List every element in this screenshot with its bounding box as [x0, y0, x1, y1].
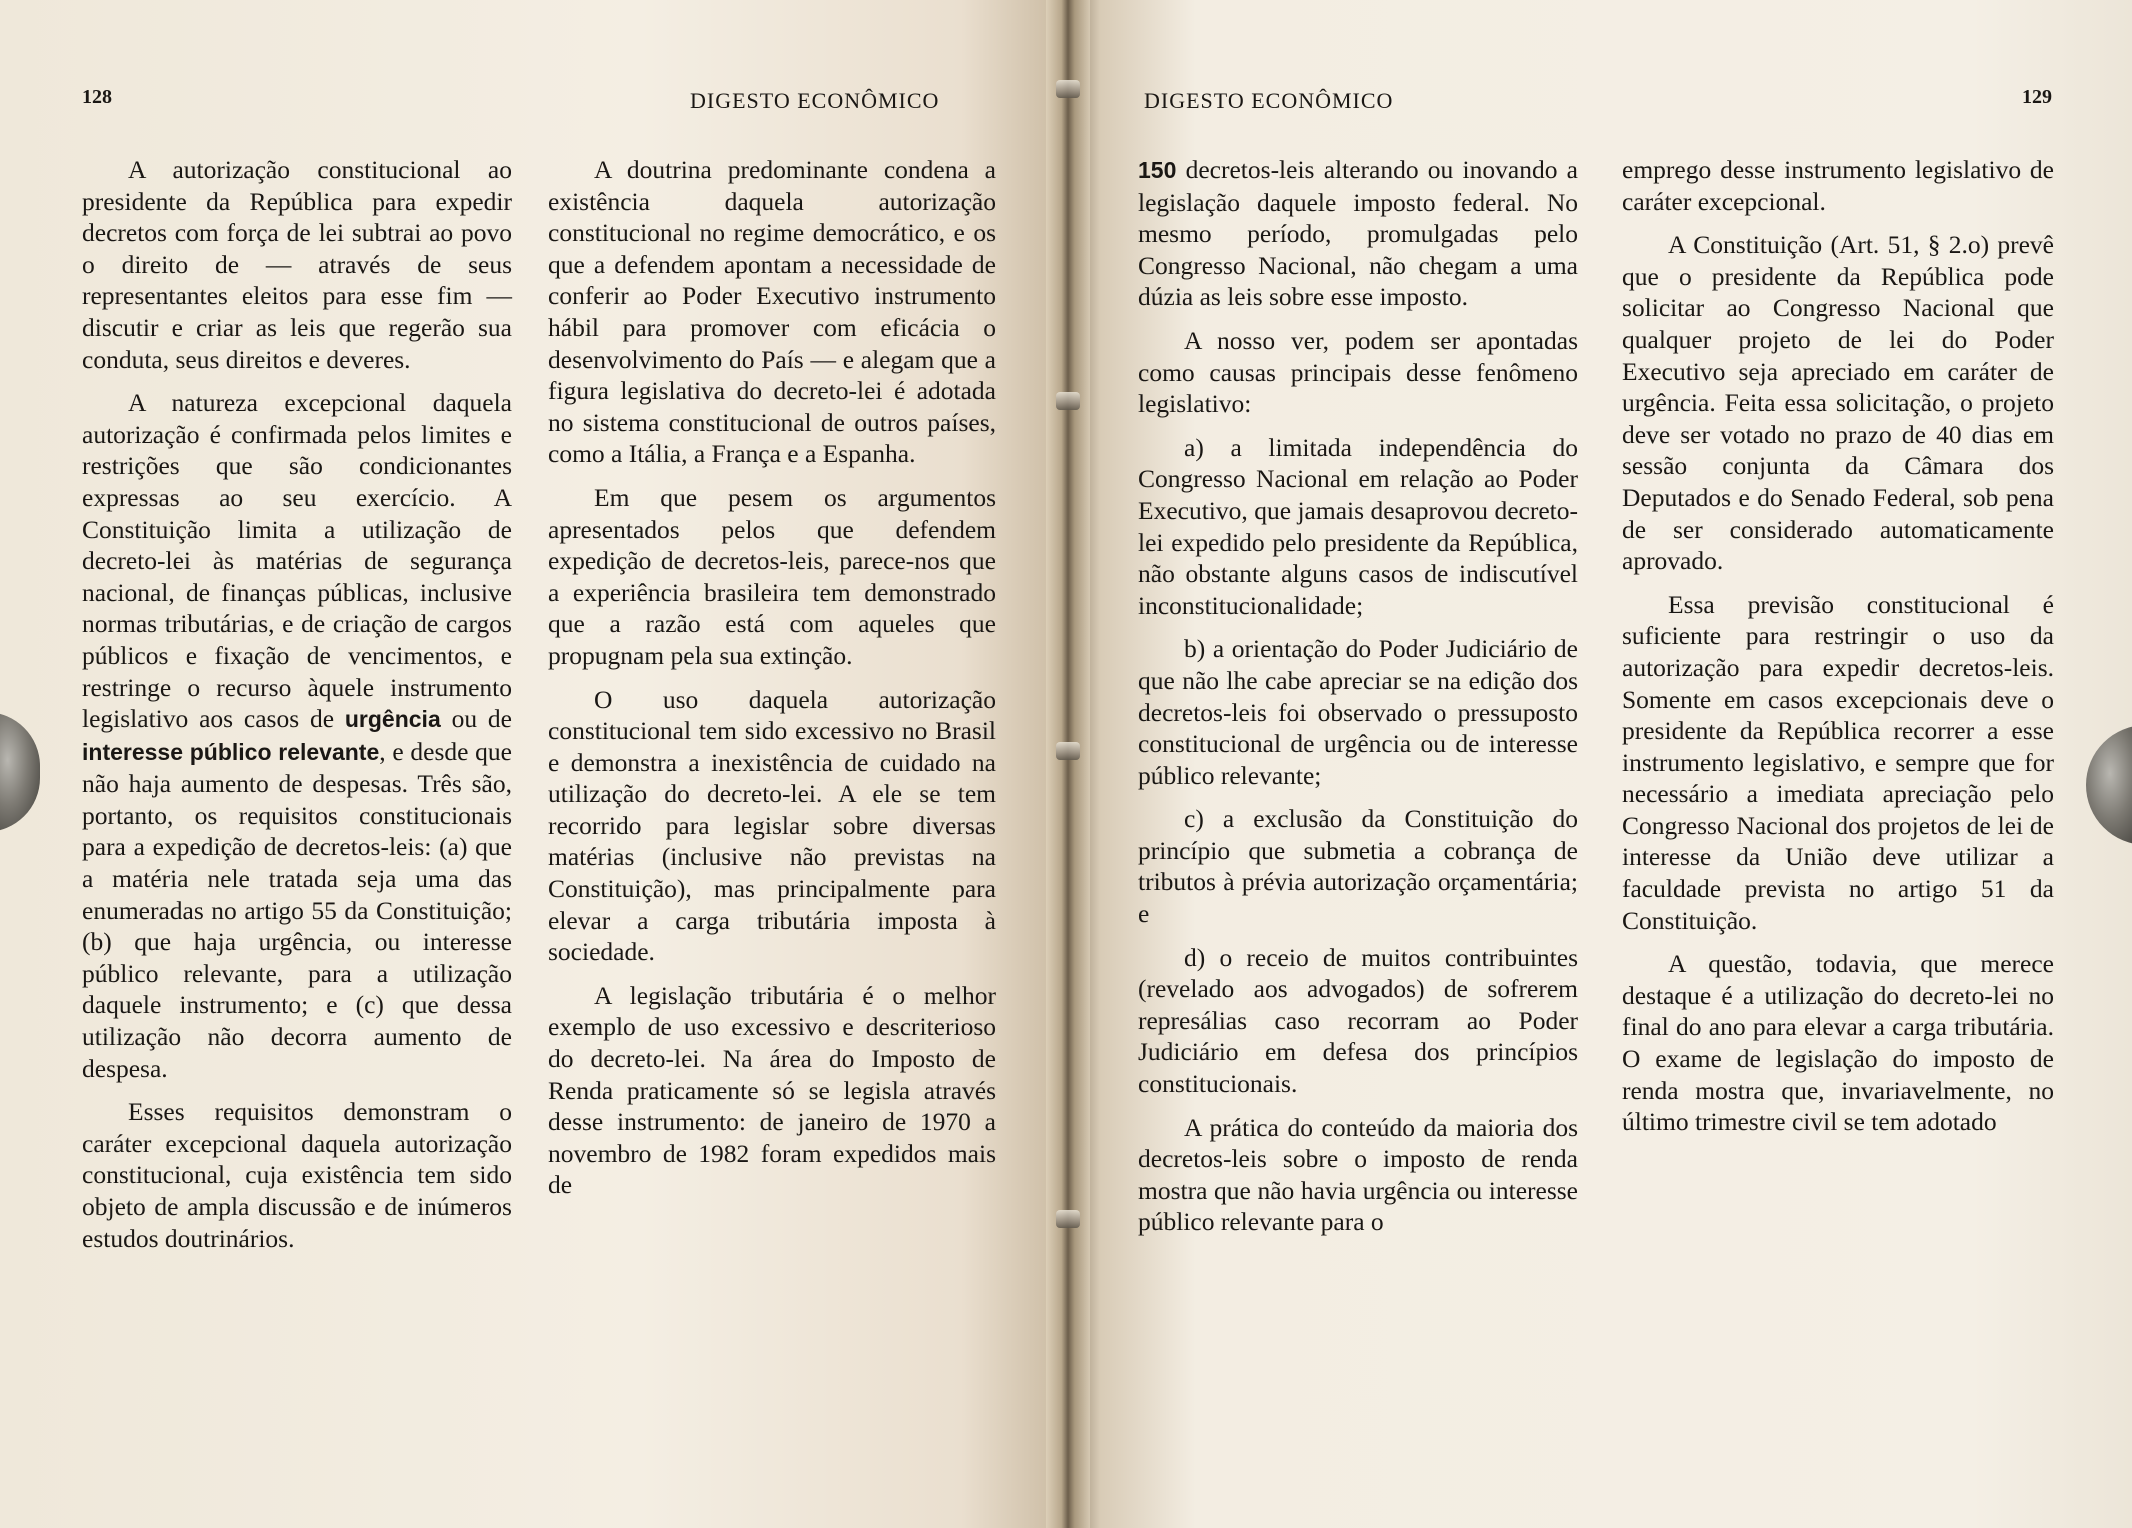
binding-staple — [1056, 80, 1080, 98]
paragraph: b) a orientação do Poder Judiciário de que não lhe cabe apreciar se na edição dos decretos-leis foi observado o pressuposto constitucional de urgência ou de interesse público relevante; — [1138, 634, 1578, 790]
book-gutter — [1046, 0, 1090, 1528]
bold-term: urgência — [344, 706, 441, 733]
text-column — [82, 154, 512, 1266]
text-column — [1138, 154, 1578, 1250]
paragraph: A nosso ver, podem ser apontadas como causas principais desse fenômeno legislativo: — [1138, 325, 1578, 419]
paragraph: A Constituição (Art. 51, § 2.o) prevê que o presidente da República pode solicitar ao Congresso Nacional que qualquer projeto de lei do Poder Executivo seja apreciado em caráter de urgência. Feita essa solicitação, o projeto deve ser votado no prazo de 40 dias em sessão conjunta da Câmara dos Deputados e do Senado Federal, sob pena de ser considerado automaticamente aprovado. — [1622, 230, 2054, 576]
paragraph: c) a exclusão da Constituição do princípio que submetia a cobrança de tributos à prévia autorização orçamentária; e — [1138, 804, 1578, 929]
paragraph: emprego desse instrumento legislativo de caráter excepcional. — [1622, 155, 2054, 216]
running-header: DIGESTO ECONÔMICO — [1144, 88, 1394, 113]
paragraph: A prática do conteúdo da maioria dos decretos-leis sobre o imposto de renda mostra que não havia urgência ou interesse público relevante para o — [1138, 1112, 1578, 1237]
text-column — [1622, 154, 2054, 1150]
paragraph: 150 decretos-leis alterando ou inovando a legislação daquele imposto federal. No mesmo período, promulgadas pelo Congresso Nacional, não chegam a uma dúzia as leis sobre esse imposto. — [1138, 155, 1578, 312]
running-header: DIGESTO ECONÔMICO — [690, 88, 940, 113]
bold-term: interesse público relevante — [82, 738, 380, 765]
paragraph: A natureza excepcional daquela autorização é confirmada pelos limites e restrições que são condicionantes expressas ao seu exercício. A Constituição limita a utilização de decreto-lei às matérias de segurança nacional, de finanças públicas, inclusive normas tributárias, e de criação de cargos públicos e fixação de vencimentos, e restringe o recurso àquele instrumento legislativo aos casos de urgência ou de interesse público relevante, e desde que não haja aumento de despesas. Três são, portanto, os requisitos constitucionais para a expedição de decretos-leis: (a) que a matéria nele tratada seja uma das enumeradas no artigo 55 da Constituição; (b) que haja urgência, ou interesse público relevante, para a utilização daquele instrumento; e (c) que dessa utilização não decorra aumento de despesa. — [82, 388, 512, 1083]
text-column — [548, 154, 996, 1213]
binding-staple — [1056, 392, 1080, 410]
paragraph: d) o receio de muitos contribuintes (revelado aos advogados) de sofrerem represálias caso recorram ao Poder Judiciário em defesa dos princípios constitucionais. — [1138, 942, 1578, 1099]
page-number: 129 — [2022, 86, 2052, 108]
right-page — [1068, 0, 2132, 1528]
paragraph: A doutrina predominante condena a existência daquela autorização constitucional no regime democrático, e os que a defendem apontam a necessidade de conferir ao Poder Executivo instrumento hábil para promover com eficácia o desenvolvimento do País — e alegam que a figura legislativa do decreto-lei é adotada no sistema constitucional de outros países, como a Itália, a França e a Espanha. — [548, 155, 996, 469]
binding-staple — [1056, 1210, 1080, 1228]
binding-staple — [1056, 742, 1080, 760]
paragraph: A questão, todavia, que merece destaque é a utilização do decreto-lei no final do ano para elevar a carga tributária. O exame de legislação do imposto de renda mostra que, invariavelmente, no último trimestre civil se tem adotado — [1622, 949, 2054, 1137]
paragraph: A autorização constitucional ao presidente da República para expedir decretos com força de lei subtrai ao povo o direito de — através de seus representantes eleitos para esse fim — discutir e criar as leis que regerão sua conduta, seus direitos e deveres. — [82, 155, 512, 374]
page-number: 128 — [82, 86, 112, 108]
paragraph: Em que pesem os argumentos apresentados pelos que defendem expedição de decretos-leis, parece-nos que a experiência brasileira tem demonstrado que a razão está com aqueles que propugnam pela sua extinção. — [548, 482, 996, 670]
paragraph: A legislação tributária é o melhor exemplo de uso excessivo e descriterioso do decreto-lei. Na área do Imposto de Renda praticamente só se legisla através desse instrumento: de janeiro de 1970 a novembro de 1982 foram expedidos mais de — [548, 980, 996, 1200]
paragraph: Essa previsão constitucional é suficiente para restringir o uso da autorização para expedir decretos-leis. Somente em casos excepcionais deve o presidente da República recorrer a esse instrumento legislativo, e sempre que for necessário a imediata apreciação pelo Congresso Nacional dos projetos de lei de interesse da União deve utilizar a faculdade prevista no artigo 51 da Constituição. — [1622, 589, 2054, 935]
bold-number: 150 — [1138, 157, 1177, 183]
paragraph: O uso daquela autorização constitucional tem sido excessivo no Brasil e demonstra a inexistência de cuidado na utilização do decreto-lei. A ele se tem recorrido para legislar sobre diversas matérias (inclusive não previstas na Constituição), mas principalmente para elevar a carga tributária imposta à sociedade. — [548, 684, 996, 967]
paragraph: Esses requisitos demonstram o caráter excepcional daquela autorização constitucional, cuja existência tem sido objeto de ampla discussão e de inúmeros estudos doutrinários. — [82, 1097, 512, 1253]
paragraph: a) a limitada independência do Congresso Nacional em relação ao Poder Executivo, que jamais desaprovou decreto-lei expedido pelo presidente da República, não obstante alguns casos de indiscutível inconstitucionalidade; — [1138, 432, 1578, 620]
